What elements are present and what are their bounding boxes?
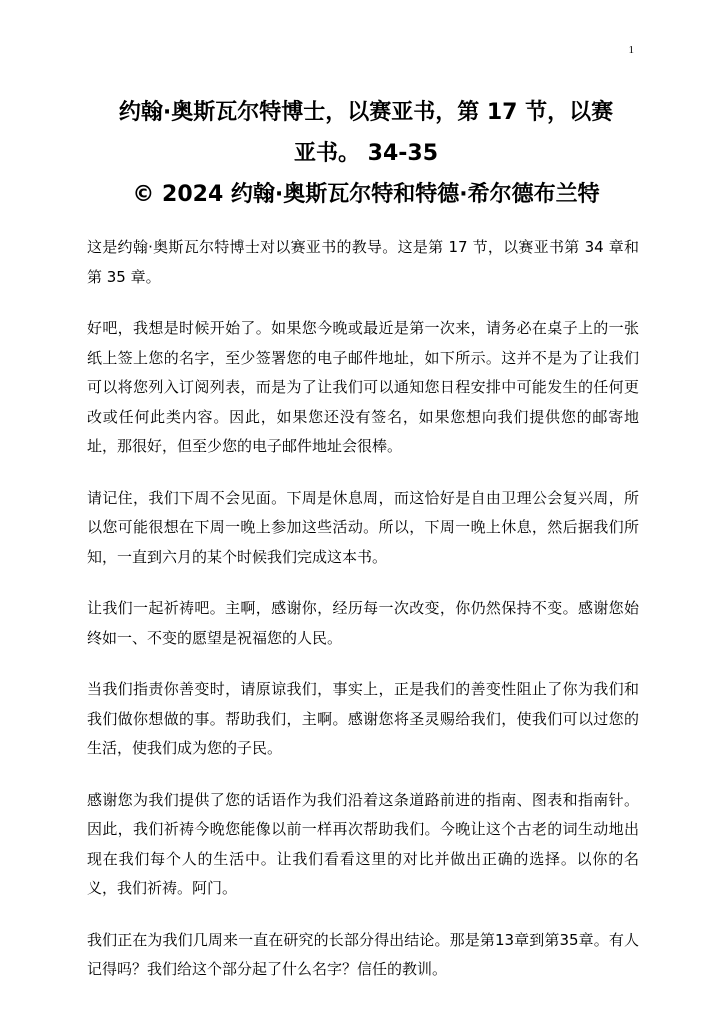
paragraph: 我们正在为我们几周来一直在研究的长部分得出结论。那是第13章到第35章。有人记得吗？我们给这个部分起了什么名字？信任的教训。 [87,930,639,978]
page-number: 1 [628,44,634,56]
copyright-line: © 2024 约翰·奥斯瓦尔特和特德·希尔德布兰特 [132,182,600,207]
paragraph: 这是约翰·奥斯瓦尔特博士对以赛亚书的教导。这是第 17 节，以赛亚书第 34 章和第 35 章。 [87,238,639,286]
title-line-1: 约翰·奥斯瓦尔特博士，以赛亚书，第 17 节，以赛 [118,100,614,125]
title-line-2: 亚书。 34-35 [293,141,439,166]
paragraph: 请记住，我们下周不会见面。下周是休息周，而这恰好是自由卫理公会复兴周，所以您可能很想在下周一晚上参加这些活动。所以，下周一晚上休息，然后据我们所知，一直到六月的某个时候我们完成这本书。 [87,488,639,566]
paragraph: 让我们一起祈祷吧。主啊，感谢你，经历每一次改变，你仍然保持不变。感谢您始终如一、不变的愿望是祝福您的人民。 [87,599,639,647]
paragraph: 感谢您为我们提供了您的话语作为我们沿着这条道路前进的指南、图表和指南针。因此，我们祈祷今晚您能像以前一样再次帮助我们。今晚让这个古老的词生动地出现在我们每个人的生活中。让我们看看这里的对比并做出正确的选择。以你的名义，我们祈祷。阿门。 [87,790,639,897]
paragraph: 好吧，我想是时候开始了。如果您今晚或最近是第一次来，请务必在桌子上的一张纸上签上您的名字，至少签署您的电子邮件地址，如下所示。这并不是为了让我们可以将您列入订阅列表，而是为了让我们可以通知您日程安排中可能发生的任何更改或任何此类内容。因此，如果您还没有签名，如果您想向我们提供您的邮寄地址，那很好，但至少您的电子邮件地址会很棒。 [87,319,639,455]
document-body [87,233,639,1007]
paragraph: 当我们指责你善变时，请原谅我们，事实上，正是我们的善变性阻止了你为我们和我们做你想做的事。帮助我们，主啊。感谢您将圣灵赐给我们，使我们可以过您的生活，使我们成为您的子民。 [87,680,639,757]
document-title [86,92,646,215]
